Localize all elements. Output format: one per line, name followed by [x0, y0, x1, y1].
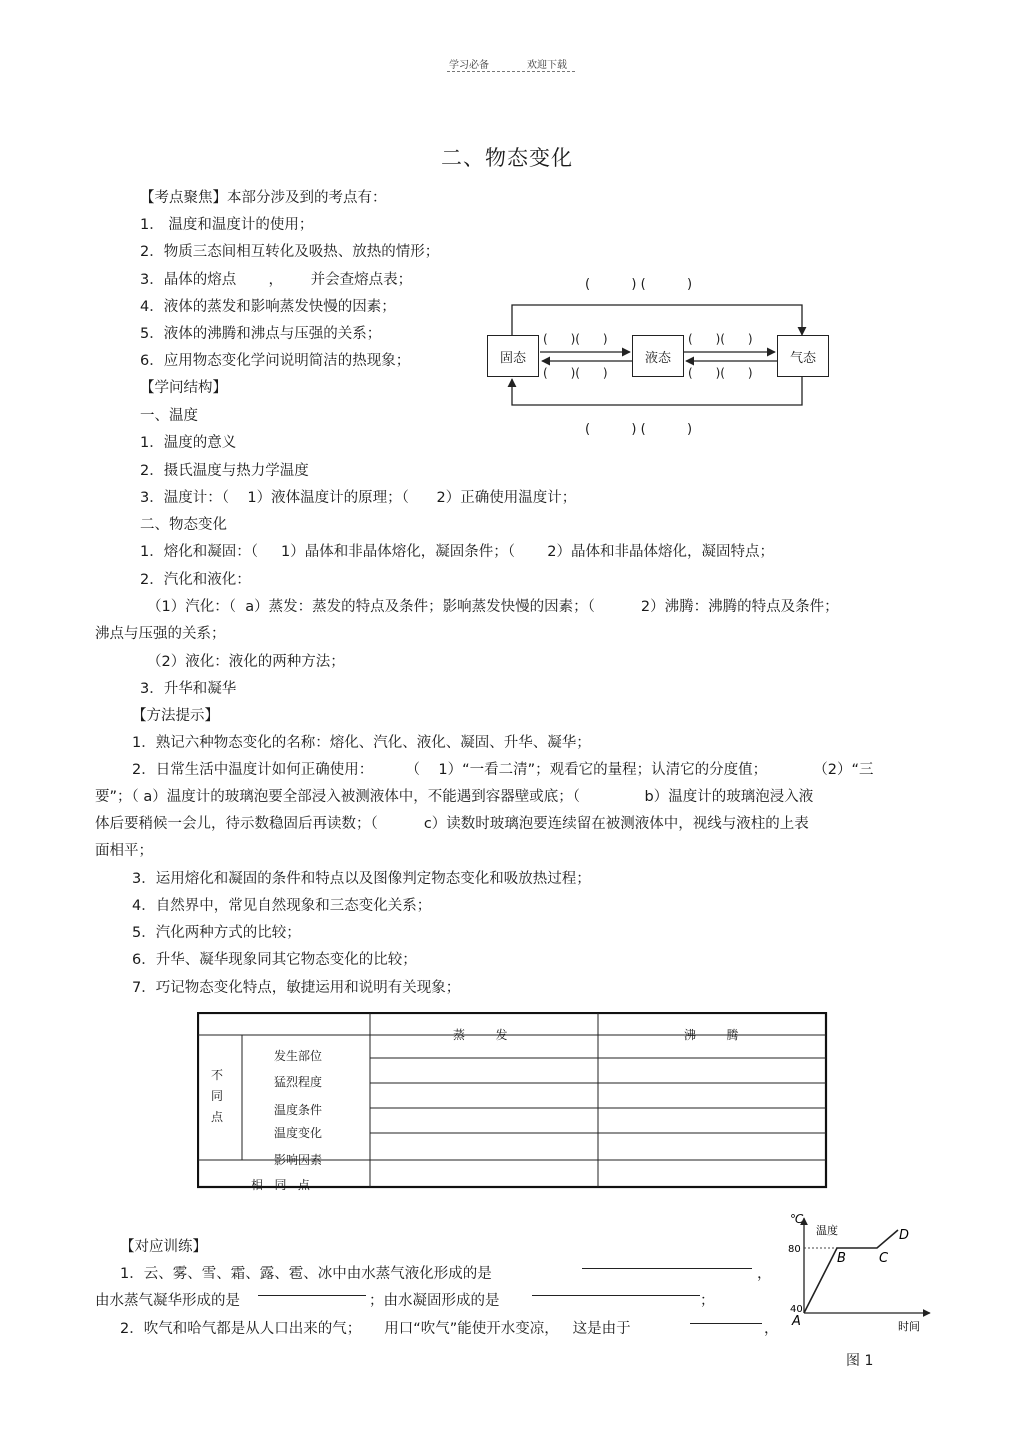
structure-line: （1）汽化：（ a）蒸发：蒸发的特点及条件；影响蒸发快慢的因素；（ 2）沸腾：沸腾的特点及条件； [147, 599, 839, 615]
table-group-label: 同 [211, 1089, 224, 1103]
table-group-label: 点 [211, 1110, 224, 1124]
structure-line: 1．熔化和凝固：（ 1）晶体和非晶体熔化，凝固条件；（ 2）晶体和非晶体熔化，凝固特点； [140, 544, 774, 560]
page-title: 二、物态变化 [441, 146, 573, 170]
header-right: 欢迎下载 [527, 60, 567, 71]
answer-blank-desublimation[interactable] [258, 1295, 366, 1296]
header-divider [447, 71, 575, 72]
question-1-part-b-end: ； [700, 1293, 715, 1309]
method-line: 体后要稍候一会儿，待示数稳固后再读数；（ c）读数时玻璃泡要连续留在被测液体中，视线与液柱的上表 [95, 816, 809, 832]
liquid-state-box: 液态 [632, 335, 684, 377]
y-unit: ℃ [790, 1212, 804, 1226]
structure-line: 沸点与压强的关系； [95, 626, 226, 642]
focus-item-2: 2．物质三态间相互转化及吸热、放热的情形； [140, 244, 440, 260]
structure-line: 2．摄氏温度与热力学温度 [140, 463, 309, 479]
training-heading: 【对应训练】 [120, 1239, 207, 1255]
question-1-part-a: 1．云、雾、雪、霜、露、雹、冰中由水蒸气液化形成的是 [120, 1266, 492, 1282]
header-left: 学习必备 [449, 60, 489, 71]
table-header-boiling: 沸 腾 [684, 1028, 739, 1042]
x-axis-label: 时间 [898, 1320, 920, 1333]
method-line: 6．升华、凝华现象同其它物态变化的比较； [132, 952, 417, 968]
table-row-label: 发生部位 [274, 1049, 323, 1063]
heating-curve-figure [780, 1208, 940, 1336]
structure-line: 二、物态变化 [140, 517, 227, 533]
method-line: 1．熟记六种物态变化的名称：熔化、汽化、液化、凝固、升华、凝华； [132, 735, 591, 751]
question-2: 2．吹气和哈气都是从人口出来的气； 用口“吹气”能使开水变凉， 这是由于 [120, 1321, 631, 1337]
method-line: 4．自然界中，常见自然现象和三态变化关系； [132, 898, 432, 914]
heating-curve [804, 1230, 898, 1313]
answer-blank-freezing[interactable] [532, 1295, 700, 1296]
method-line: 5．汽化两种方式的比较； [132, 925, 301, 941]
table-group-label: 不 [211, 1068, 224, 1082]
focus-heading: 【考点聚焦】本部分涉及到的考点有： [140, 190, 387, 206]
focus-item-6: 6．应用物态变化学问说明简洁的热现象； [140, 353, 411, 369]
structure-line: 2．汽化和液化： [140, 572, 251, 588]
point-label: B [837, 1251, 846, 1266]
y-tick: 80 [788, 1244, 801, 1255]
method-line: 要”；（ a）温度计的玻璃泡要全部浸入被测液体中，不能遇到容器壁或底；（ b）温度计的玻璃泡浸入液 [95, 789, 814, 805]
answer-blank-blowing-reason[interactable] [690, 1323, 762, 1324]
y-axis-label: 温度 [816, 1224, 838, 1237]
method-line: 7．巧记物态变化特点，敏捷运用和说明有关现象； [132, 980, 461, 996]
method-line: 2．日常生活中温度计如何正确使用： （ 1）“一看二清”；观看它的量程；认清它的分度值； （2）“三 [132, 762, 874, 778]
diagram-solid-liquid-bottom-blanks: ( )( ) [543, 366, 608, 380]
point-label: C [879, 1251, 889, 1266]
table-row-label: 温度变化 [274, 1126, 323, 1140]
question-2-end: ， [764, 1321, 779, 1337]
structure-line: 1．温度的意义 [140, 435, 237, 451]
solid-state-box: 固态 [487, 335, 539, 377]
diagram-bottom-blanks: ( ) ( ) [585, 422, 693, 437]
table-row-label: 影响因素 [274, 1153, 323, 1167]
point-label: A [792, 1314, 801, 1329]
point-label: D [899, 1228, 910, 1243]
diagram-liquid-gas-top-blanks: ( )( ) [688, 332, 753, 346]
focus-item-4: 4．液体的蒸发和影响蒸发快慢的因素； [140, 299, 396, 315]
focus-item-1: 1． 温度和温度计的使用； [140, 217, 314, 233]
diagram-solid-liquid-top-blanks: ( )( ) [543, 332, 608, 346]
answer-blank-liquefaction[interactable] [582, 1268, 752, 1269]
y-tick: 40 [790, 1304, 803, 1315]
question-1-part-a-end: ， [757, 1266, 772, 1282]
table-same-label: 相 同 点 [251, 1178, 310, 1192]
focus-item-3: 3．晶体的熔点 ， 并会查熔点表； [140, 272, 413, 288]
question-1-part-b: 由水蒸气凝华形成的是 [95, 1293, 240, 1309]
figure-caption: 图 1 [846, 1353, 874, 1369]
structure-heading: 【学问结构】 [140, 380, 227, 396]
diagram-liquid-gas-bottom-blanks: ( )( ) [688, 366, 753, 380]
arrow-gas-to-solid [512, 377, 802, 405]
structure-line: （2）液化：液化的两种方法； [147, 654, 345, 670]
structure-line: 3．升华和凝华 [140, 681, 237, 697]
structure-line: 一、温度 [140, 408, 198, 424]
table-row-label: 猛烈程度 [274, 1075, 323, 1089]
method-heading: 【方法提示】 [132, 708, 219, 724]
table-header-evaporation: 蒸 发 [453, 1028, 508, 1042]
method-line: 3．运用熔化和凝固的条件和特点以及图像判定物态变化和吸放热过程； [132, 871, 591, 887]
question-1-part-b-mid: ；由水凝固形成的是 [369, 1293, 500, 1309]
table-row-label: 温度条件 [274, 1103, 323, 1117]
focus-item-5: 5．液体的沸腾和沸点与压强的关系； [140, 326, 382, 342]
gas-state-box: 气态 [777, 335, 829, 377]
structure-line: 3．温度计：（ 1）液体温度计的原理；（ 2）正确使用温度计； [140, 490, 577, 506]
diagram-top-blanks: ( ) ( ) [585, 277, 693, 292]
method-line: 面相平； [95, 843, 153, 859]
